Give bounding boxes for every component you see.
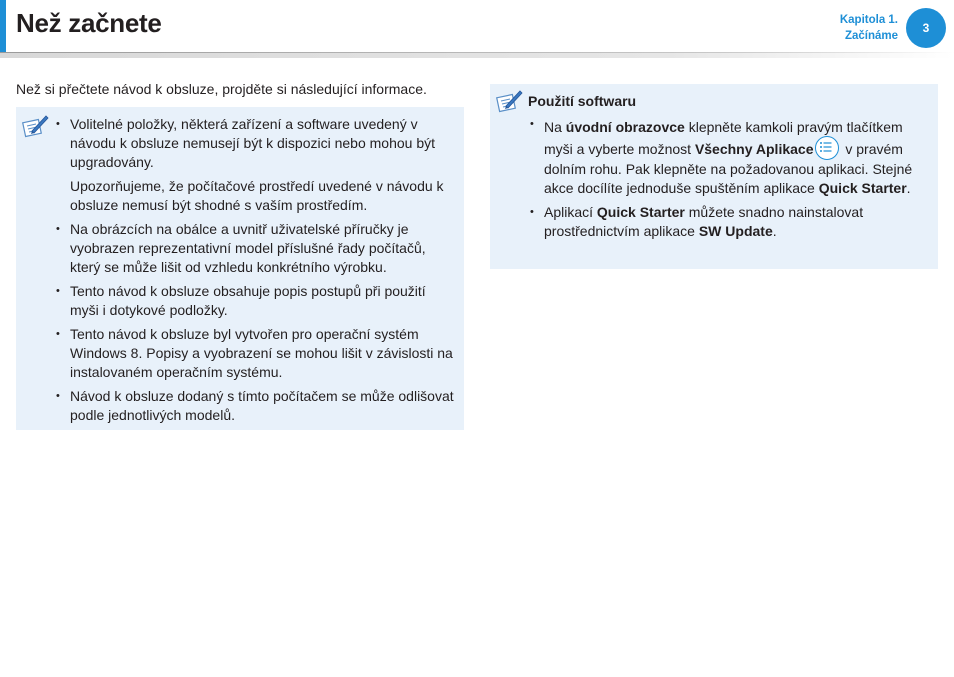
list-item [528, 115, 928, 198]
list-item [54, 220, 454, 277]
list-item [54, 387, 454, 425]
header-accent-bar [0, 0, 6, 52]
general-notes-list [54, 115, 454, 425]
list-item-text: • Návod k obsluze dodaný s tímto počítačem se může odlišovat podle jednotlivých modelů. [70, 388, 454, 423]
quick-starter-term: Quick Starter [818, 180, 907, 197]
list-item-text: • Na úvodní obrazovce klepněte kamkoli pravým tlačítkem myši a vyberte možnost Všechny Aplikace v pravém dolním rohu. Pak klepněte na požadovanou aplikaci. Stejné akce docílíte jednoduše spuštěním aplikace Quick Starter. [544, 119, 913, 197]
list-item-text: • Tento návod k obsluze byl vytvořen pro operační systém Windows 8. Popisy a vyobrazení se mohou lišit v závislosti na instalovaném operačním systému. [70, 326, 453, 380]
list-item-text: • Aplikací Quick Starter můžete snadno nainstalovat prostřednictvím aplikace SW Update. [544, 204, 864, 240]
list-item [54, 282, 454, 320]
all-apps-term: Všechny Aplikace [694, 141, 814, 157]
note-pencil-icon [22, 113, 50, 139]
list-item [528, 203, 928, 241]
software-notes-list [528, 115, 928, 241]
list-item-text: • Tento návod k obsluze obsahuje popis postupů při použití myši i dotykové podložky. [70, 283, 426, 318]
list-item [54, 325, 454, 382]
list-item-text: Upozorňujeme, že počítačové prostředí uvedené v návodu k obsluze nemusí být shodné s vaším prostředím. [70, 178, 444, 213]
note-box-general [16, 107, 464, 430]
list-item-text: • Na obrázcích na obálce a uvnitř uživatelské příručky je vyobrazen reprezentativní model příslušné řady počítačů, který se může lišit od vzhledu konkrétního výrobku. [70, 221, 426, 275]
sw-update-term: SW Update [698, 223, 773, 240]
list-item-text: • Volitelné položky, některá zařízení a software uvedený v návodu k obsluze nemusejí být k dispozici nebo mohou být upgradovány. [70, 116, 435, 170]
page-title: Než začnete [16, 8, 162, 38]
chapter-name: Začínáme [844, 30, 898, 42]
note-pencil-icon [496, 88, 524, 114]
list-item [54, 115, 454, 215]
intro-text: Než si přečtete návod k obsluze, projděte si následující informace. [16, 81, 427, 97]
quick-starter-term: Quick Starter [596, 204, 685, 221]
start-screen-term: úvodní obrazovce [565, 119, 685, 135]
note-box-software [490, 84, 938, 269]
software-note-title: Použití softwaru [528, 93, 637, 109]
all-apps-icon [815, 136, 839, 160]
chapter-number: Kapitola 1. [839, 14, 898, 26]
page-number-badge: 3 [906, 8, 946, 48]
chapter-label [840, 12, 898, 44]
header-divider-line [0, 52, 954, 53]
